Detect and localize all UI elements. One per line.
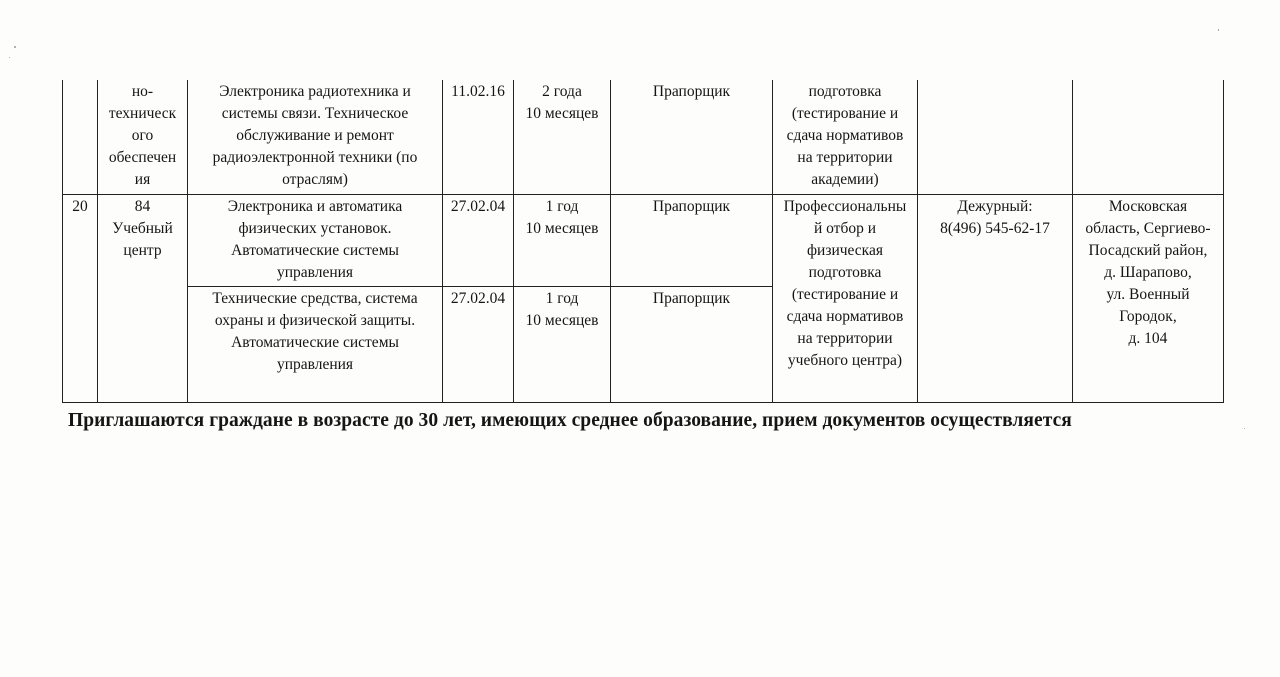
specialty-cell: Технические средства, система охраны и физической защиты. Автоматические системы управления <box>188 286 443 402</box>
scan-speck <box>14 46 16 48</box>
specialty-cell: Электроника и автоматика физических установок. Автоматические системы управления <box>188 194 443 286</box>
organization-cell: но- техническ ого обеспечен ия <box>98 80 188 194</box>
selection-cell: подготовка (тестирование и сдача нормативов на территории академии) <box>773 80 918 194</box>
scan-speck <box>1218 29 1219 31</box>
rank-cell: Прапорщик <box>611 80 773 194</box>
duration-cell: 1 год 10 месяцев <box>514 286 611 402</box>
invitation-text: Приглашаются граждане в возрасте до 30 лет, имеющих среднее образование, прием документов осуществляется <box>68 410 1072 431</box>
specialty-code-cell: 27.02.04 <box>443 286 514 402</box>
address-cell <box>1073 80 1224 194</box>
table-row-20-program-1 <box>63 194 1224 286</box>
duration-cell: 1 год 10 месяцев <box>514 194 611 286</box>
table-row-continued <box>63 80 1224 194</box>
row-number-cell <box>63 80 98 194</box>
contact-cell <box>918 80 1073 194</box>
specialty-code-cell: 27.02.04 <box>443 194 514 286</box>
row-number-cell: 20 <box>63 194 98 402</box>
scan-speck <box>9 57 10 58</box>
specialty-cell: Электроника радиотехника и системы связи. Техническое обслуживание и ремонт радиоэлектронной техники (по отраслям) <box>188 80 443 194</box>
contact-cell: Дежурный: 8(496) 545-62-17 <box>918 194 1073 402</box>
address-cell: Московская область, Сергиево- Посадский район, д. Шарапово, ул. Военный Городок, д. 104 <box>1073 194 1224 402</box>
duration-cell: 2 года 10 месяцев <box>514 80 611 194</box>
organization-cell: 84 Учебный центр <box>98 194 188 402</box>
rank-cell: Прапорщик <box>611 286 773 402</box>
selection-cell: Профессиональны й отбор и физическая подготовка (тестирование и сдача нормативов на территории учебного центра) <box>773 194 918 402</box>
rank-cell: Прапорщик <box>611 194 773 286</box>
recruitment-table <box>62 80 1224 403</box>
scan-speck <box>1244 428 1245 429</box>
specialty-code-cell: 11.02.16 <box>443 80 514 194</box>
